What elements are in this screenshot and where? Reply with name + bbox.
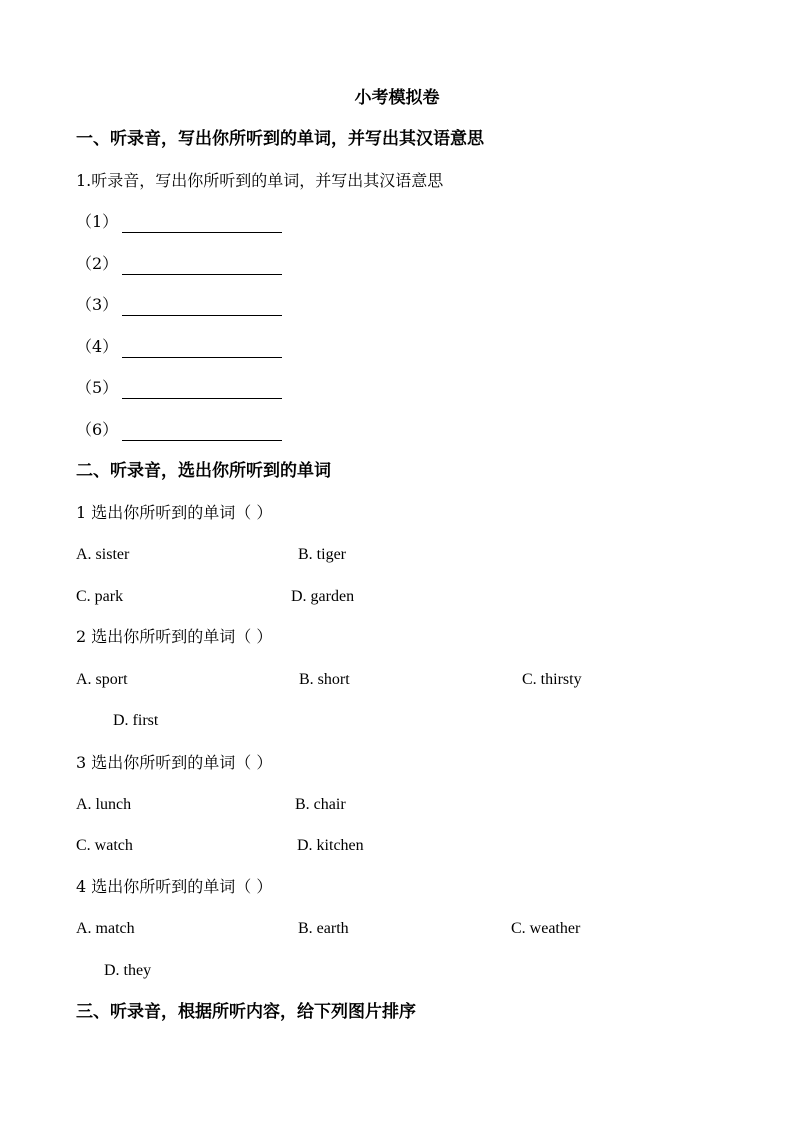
answer-blank-3[interactable] (76, 295, 282, 316)
blank-number: （4） (76, 337, 119, 356)
q1-option-c[interactable]: C. park (76, 588, 124, 605)
blank-line[interactable] (122, 212, 282, 233)
blank-number: （1） (76, 212, 119, 231)
question-2-prompt: 2 选出你所听到的单词（ ） (76, 627, 273, 646)
q4-option-d[interactable]: D. they (104, 962, 152, 979)
q3-option-b[interactable]: B. chair (295, 796, 346, 813)
q2-option-a[interactable]: A. sport (76, 671, 128, 688)
q1-option-b[interactable]: B. tiger (298, 546, 346, 563)
q1-option-d[interactable]: D. garden (291, 588, 355, 605)
question-1-prompt: 1 选出你所听到的单词（ ） (76, 503, 273, 522)
q2-option-b[interactable]: B. short (299, 671, 350, 688)
answer-blank-2[interactable] (76, 254, 282, 275)
q3-option-a[interactable]: A. lunch (76, 796, 132, 813)
section2-heading: 二、听录音，选出你所听到的单词 (76, 461, 331, 481)
blank-line[interactable] (122, 254, 282, 275)
answer-blank-5[interactable] (76, 378, 282, 399)
question-3-prompt: 3 选出你所听到的单词（ ） (76, 753, 273, 772)
blank-line[interactable] (122, 295, 282, 316)
q4-option-c[interactable]: C. weather (511, 920, 581, 937)
q1-option-a[interactable]: A. sister (76, 546, 130, 563)
q2-option-d[interactable]: D. first (113, 712, 159, 729)
page-title: 小考模拟卷 (354, 88, 440, 108)
blank-number: （2） (76, 254, 119, 273)
section1-heading: 一、听录音，写出你所听到的单词，并写出其汉语意思 (76, 129, 484, 149)
answer-blank-6[interactable] (76, 420, 282, 441)
blank-line[interactable] (122, 337, 282, 358)
section3-heading: 三、听录音，根据所听内容，给下列图片排序 (76, 1002, 416, 1022)
q4-option-b[interactable]: B. earth (298, 920, 349, 937)
section1-instruction: 1.听录音，写出你所听到的单词，并写出其汉语意思 (76, 171, 444, 190)
answer-blank-4[interactable] (76, 337, 282, 358)
question-4-prompt: 4 选出你所听到的单词（ ） (76, 877, 273, 896)
q2-option-c[interactable]: C. thirsty (522, 671, 582, 688)
blank-line[interactable] (122, 378, 282, 399)
answer-blank-1[interactable] (76, 212, 282, 233)
blank-number: （5） (76, 378, 119, 397)
q3-option-c[interactable]: C. watch (76, 837, 133, 854)
blank-number: （3） (76, 295, 119, 314)
blank-number: （6） (76, 420, 119, 439)
blank-line[interactable] (122, 420, 282, 441)
q3-option-d[interactable]: D. kitchen (297, 837, 364, 854)
q4-option-a[interactable]: A. match (76, 920, 135, 937)
